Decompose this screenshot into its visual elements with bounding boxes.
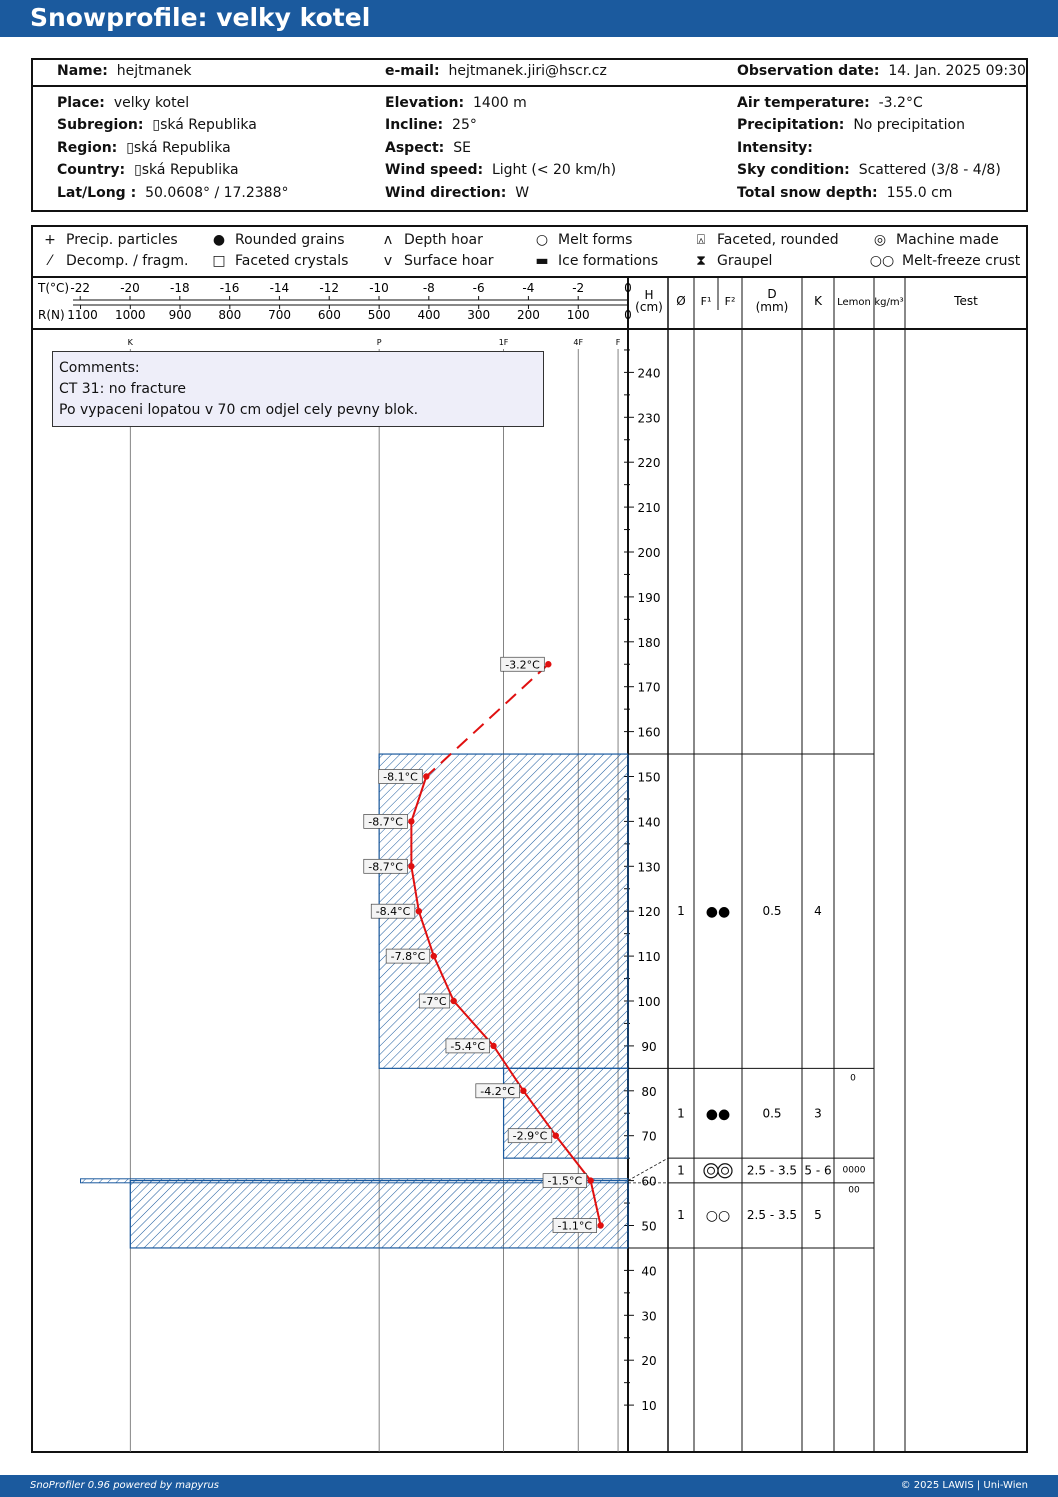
melt-freeze-icon	[718, 1164, 732, 1178]
temperature-point	[431, 953, 437, 959]
temperature-point	[597, 1222, 603, 1228]
temperature-point	[451, 998, 457, 1004]
col-f1-header: F¹	[700, 295, 712, 308]
square-icon: □	[212, 253, 226, 269]
temperature-label: -8.7°C	[368, 860, 403, 874]
observer-email: e-mail: hejtmanek.jiri@hscr.cz	[385, 63, 607, 79]
col-d-header: D	[767, 287, 777, 301]
layer-k-value: 5	[814, 1208, 822, 1223]
layer-k-value: 4	[814, 904, 822, 919]
layer-k-value: 3	[814, 1106, 822, 1121]
r-tick-label: 800	[218, 308, 242, 322]
country: Country: ▯ská Republika	[57, 162, 239, 178]
layer-d-value: 0.5	[762, 1106, 782, 1121]
h-tick-label: 80	[641, 1084, 657, 1099]
temperature-point	[545, 661, 551, 667]
double-circle-icon: ◎	[873, 232, 887, 248]
r-tick-label: 400	[417, 308, 441, 322]
layer-grain-value: 1	[677, 904, 685, 919]
hardness-label: P	[376, 338, 382, 347]
legend-machine: ◎ Machine made	[870, 232, 999, 248]
precipitation: Precipitation: No precipitation	[737, 117, 965, 133]
h-tick-label: 20	[641, 1354, 657, 1369]
temperature-label: -5.4°C	[450, 1039, 486, 1053]
temperature-point	[416, 908, 422, 914]
melt-freeze-icon	[704, 1164, 718, 1178]
h-tick-label: 60	[641, 1174, 657, 1189]
r-tick-label: 100	[566, 308, 590, 322]
faceted-rounded-icon: ⍓	[696, 232, 706, 248]
hardness-label: K	[127, 338, 133, 347]
temp-tick-label: -18	[169, 281, 190, 295]
h-tick-label: 130	[637, 860, 661, 875]
layer-k-value: 5 - 6	[804, 1163, 832, 1178]
r-axis-label: R(N)	[38, 308, 65, 322]
legend-faceted-rounded: ⍓ Faceted, rounded	[691, 232, 839, 248]
footer-copyright: © 2025 LAWIS | Uni-Wien	[900, 1480, 1028, 1491]
r-tick-label: 1000	[115, 308, 146, 322]
legend-graupel: ⧗ Graupel	[691, 253, 772, 269]
layer-form-icon: ○○	[705, 1208, 731, 1225]
temperature-label: -8.4°C	[375, 905, 411, 919]
legend-melt: ○ Melt forms	[532, 232, 632, 248]
temperature-label: -8.7°C	[368, 815, 403, 829]
incline: Incline: 25°	[385, 117, 477, 133]
temperature-point	[520, 1088, 526, 1094]
graupel-icon: ⧗	[696, 253, 706, 269]
filled-circle-icon: ●	[212, 232, 226, 248]
col-lemon-header: Lemon	[837, 297, 871, 308]
layer-grain-value: 1	[677, 1208, 685, 1223]
h-tick-label: 140	[637, 815, 661, 830]
h-tick-label: 100	[637, 995, 661, 1009]
temperature-label: -7.8°C	[390, 950, 426, 964]
lemon-mark: 0	[850, 1073, 856, 1084]
h-tick-label: 10	[641, 1399, 657, 1414]
lemon-mark: 0000	[842, 1165, 866, 1176]
elevation: Elevation: 1400 m	[385, 95, 527, 111]
r-tick-label: 300	[467, 308, 491, 322]
melt-freeze-icon: ○○	[869, 253, 895, 269]
hardness-label: 1F	[498, 338, 509, 347]
layer-block	[130, 1181, 628, 1248]
layer-form-icon: ●●	[705, 1106, 731, 1123]
total-snow-depth: Total snow depth: 155.0 cm	[737, 185, 953, 201]
legend-melt-freeze: ○○ Melt-freeze crust	[866, 253, 1020, 269]
observer-name: Name: hejtmanek	[57, 63, 192, 79]
temperature-point	[587, 1177, 593, 1183]
temperature-point	[408, 818, 414, 824]
caret-down-icon: v	[383, 253, 393, 269]
h-tick-label: 70	[641, 1129, 657, 1144]
layer-form-icon: ●●	[705, 904, 731, 921]
wind-speed: Wind speed: Light (< 20 km/h)	[385, 162, 617, 178]
sky-condition: Sky condition: Scattered (3/8 - 4/8)	[737, 162, 1001, 178]
col-test-header: Test	[954, 294, 978, 308]
legend-rounded: ● Rounded grains	[209, 232, 345, 248]
h-tick-label: 170	[637, 680, 661, 695]
r-tick-label: 900	[168, 308, 192, 322]
h-tick-label: 90	[641, 1039, 657, 1054]
h-axis-unit: (cm)	[635, 300, 663, 314]
comments-title: Comments:	[59, 360, 140, 376]
temp-tick-label: -20	[120, 281, 140, 295]
h-tick-label: 240	[637, 366, 661, 381]
h-tick-label: 40	[641, 1264, 657, 1279]
air-temperature: Air temperature: -3.2°C	[737, 95, 923, 111]
plus-icon: +	[44, 232, 56, 248]
temperature-label: -8.1°C	[383, 770, 418, 784]
melt-freeze-icon	[722, 1167, 729, 1174]
legend-decomp: ⁄ Decomp. / fragm.	[40, 253, 189, 269]
h-tick-label: 110	[637, 950, 661, 965]
temp-tick-label: -14	[269, 281, 290, 295]
wind-direction: Wind direction: W	[385, 185, 530, 201]
aspect: Aspect: SE	[385, 140, 471, 156]
col-grain-header: Ø	[676, 294, 686, 308]
h-tick-label: 200	[637, 546, 661, 560]
filled-bar-icon: ▬	[535, 253, 549, 269]
h-tick-label: 30	[641, 1309, 657, 1324]
legend-surface-hoar: v Surface hoar	[378, 253, 494, 269]
temp-tick-label: -12	[319, 281, 340, 295]
h-tick-label: 190	[637, 590, 661, 605]
h-tick-label: 160	[637, 725, 661, 740]
page-title: Snowprofile: velky kotel	[30, 3, 371, 32]
comment-line: CT 31: no fracture	[59, 381, 187, 397]
h-tick-label: 210	[637, 501, 661, 516]
hardness-label: F	[615, 338, 621, 347]
subregion: Subregion: ▯ská Republika	[57, 117, 257, 133]
layer-grain-value: 1	[677, 1163, 685, 1178]
temperature-point	[490, 1043, 496, 1049]
h-tick-label: 180	[637, 635, 661, 650]
caret-up-icon: ʌ	[383, 232, 393, 248]
temperature-label: -1.1°C	[557, 1219, 593, 1233]
r-tick-label: 0	[624, 308, 632, 322]
temp-tick-label: -8	[422, 281, 435, 295]
melt-freeze-icon	[708, 1167, 715, 1174]
temperature-point	[423, 773, 429, 779]
intensity: Intensity:	[737, 140, 813, 156]
temperature-point	[408, 863, 414, 869]
h-tick-label: 120	[637, 905, 661, 920]
temperature-label: -3.2°C	[505, 658, 540, 672]
col-density-header: kg/m³	[874, 297, 904, 308]
r-tick-label: 500	[367, 308, 391, 322]
place: Place: velky kotel	[57, 95, 190, 111]
temp-tick-label: -2	[572, 281, 585, 295]
h-tick-label: 150	[637, 770, 661, 785]
temp-tick-label: -4	[522, 281, 535, 295]
h-axis-label: H	[644, 288, 654, 302]
temp-tick-label: 0	[624, 281, 632, 295]
h-tick-label: 230	[637, 411, 661, 426]
layer-d-value: 2.5 - 3.5	[746, 1163, 798, 1178]
footer-credit: SnoProfiler 0.96 powered by mapyrus	[30, 1480, 220, 1491]
temperature-label: -7°C	[422, 995, 447, 1008]
col-f2-header: F²	[724, 295, 736, 308]
temp-tick-label: -10	[369, 281, 389, 295]
layer-block	[504, 1068, 628, 1158]
comment-line: Po vypaceni lopatou v 70 cm odjel cely pevny blok.	[59, 402, 419, 418]
col-k-header: K	[814, 294, 822, 308]
hardness-label: 4F	[573, 338, 584, 347]
col-d-unit: (mm)	[755, 300, 789, 314]
circle-icon: ○	[535, 232, 549, 248]
layer-d-value: 0.5	[762, 904, 782, 919]
h-tick-label: 220	[637, 456, 661, 471]
legend-faceted: □ Faceted crystals	[209, 253, 348, 269]
r-tick-label: 600	[317, 308, 341, 322]
layer-grain-value: 1	[677, 1106, 685, 1121]
layer-d-value: 2.5 - 3.5	[746, 1208, 798, 1223]
h-tick-label: 50	[641, 1219, 657, 1234]
temp-tick-label: -22	[70, 281, 91, 295]
temp-axis-label: T(°C)	[38, 281, 70, 295]
legend-precip: + Precip. particles	[40, 232, 178, 248]
legend-depth-hoar: ʌ Depth hoar	[378, 232, 483, 248]
r-tick-label: 200	[517, 308, 540, 322]
temperature-label: -4.2°C	[480, 1084, 515, 1098]
temperature-label: -1.5°C	[547, 1174, 583, 1188]
region: Region: ▯ská Republika	[57, 140, 231, 156]
temp-tick-label: -6	[472, 281, 485, 295]
r-tick-label: 700	[268, 308, 292, 322]
temp-tick-label: -16	[219, 281, 240, 295]
footer	[0, 1475, 1058, 1497]
temperature-point	[553, 1133, 559, 1139]
lemon-mark: 00	[848, 1185, 860, 1196]
slash-icon: ⁄	[48, 253, 52, 269]
r-tick-label: 1100	[67, 308, 98, 322]
legend-ice: ▬ Ice formations	[532, 253, 658, 269]
temperature-label: -2.9°C	[512, 1129, 548, 1143]
lat-long: Lat/Long : 50.0608° / 17.2388°	[57, 185, 289, 201]
comments-box	[52, 351, 544, 427]
observation-date: Observation date: 14. Jan. 2025 09:30	[737, 63, 1026, 79]
